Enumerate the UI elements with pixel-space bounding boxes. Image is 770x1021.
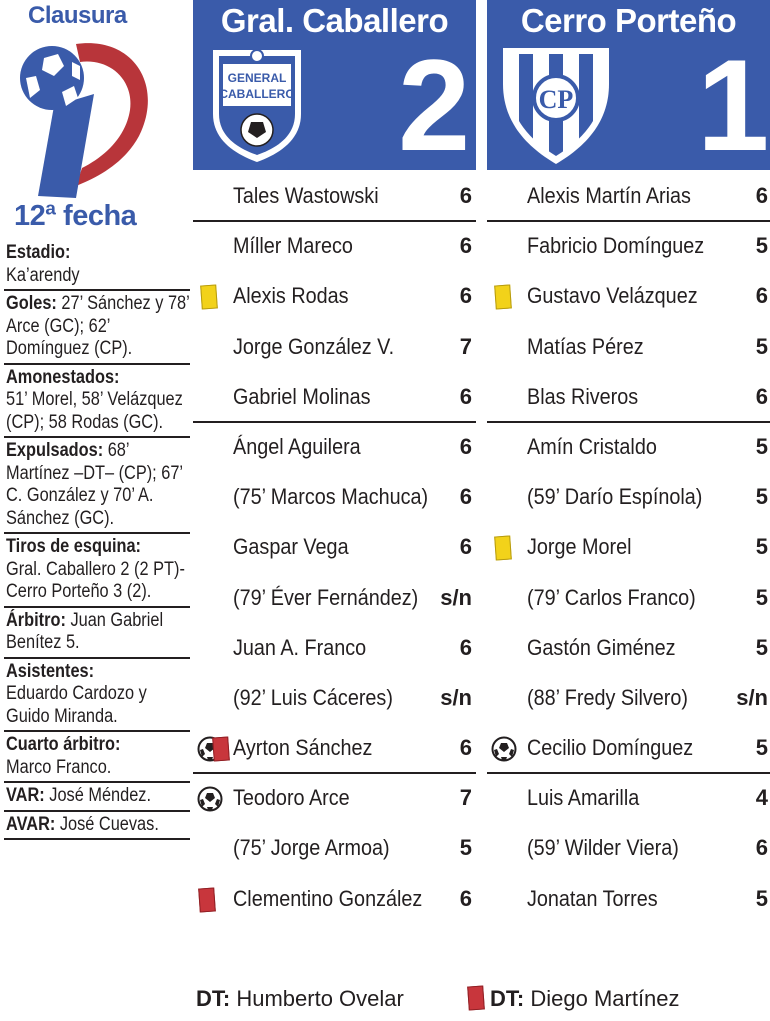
info-corners: Tiros de esquina: Gral. Caballero 2 (2 PT)-Cerro Porteño 3 (2). xyxy=(4,534,190,608)
player-rating: 4 xyxy=(755,785,768,811)
player-marks xyxy=(491,735,525,763)
player-marks xyxy=(197,384,231,412)
player-rating: s/n xyxy=(440,584,472,610)
red-card-icon xyxy=(212,737,230,762)
player-rating: 5 xyxy=(755,584,768,610)
player-marks xyxy=(197,283,231,311)
player-marks xyxy=(491,283,525,311)
svg-text:GENERAL: GENERAL xyxy=(227,71,287,85)
player-rating: 6 xyxy=(459,183,472,208)
player-rating: 6 xyxy=(459,885,472,911)
player-row xyxy=(487,423,770,473)
yellow-card-icon xyxy=(494,536,512,561)
player-row xyxy=(193,272,476,322)
tournament-logo xyxy=(14,36,160,200)
player-row xyxy=(193,774,476,824)
player-row xyxy=(193,624,476,674)
player-marks xyxy=(197,635,231,663)
player-marks xyxy=(491,434,525,462)
player-rating: 6 xyxy=(459,283,472,309)
info-assistants: Asistentes: Eduardo Cardozo y Guido Miranda. xyxy=(4,659,190,733)
player-name: (88’ Fredy Silvero) xyxy=(527,684,689,710)
player-name: Luis Amarilla xyxy=(527,785,640,811)
general-caballero-crest-icon xyxy=(207,44,307,164)
player-row xyxy=(487,824,770,874)
player-name: Alexis Martín Arias xyxy=(527,183,691,208)
player-rating: 6 xyxy=(755,183,768,208)
player-marks xyxy=(491,484,525,512)
player-rating: 5 xyxy=(755,885,768,911)
player-marks xyxy=(197,785,231,813)
player-name: Blas Riveros xyxy=(527,383,639,409)
cerro-porteno-crest-icon xyxy=(499,44,613,166)
player-row xyxy=(487,473,770,523)
player-row xyxy=(193,674,476,724)
player-name: (79’ Carlos Franco) xyxy=(527,584,696,610)
player-name: Amín Cristaldo xyxy=(527,433,657,459)
player-marks xyxy=(491,685,525,713)
away-coach xyxy=(490,985,680,1013)
player-marks xyxy=(197,233,231,261)
home-team-header xyxy=(193,0,476,178)
player-row xyxy=(193,473,476,523)
player-row xyxy=(487,272,770,322)
player-name: Gastón Giménez xyxy=(527,634,676,660)
home-coach-name: Humberto Ovelar xyxy=(236,986,404,1011)
player-row xyxy=(487,523,770,573)
info-avar: AVAR: José Cuevas. xyxy=(4,812,190,841)
player-marks xyxy=(197,534,231,562)
player-name: (75’ Marcos Machuca) xyxy=(233,484,429,510)
player-row xyxy=(193,574,476,624)
player-row xyxy=(193,523,476,573)
home-team-name: Gral. Caballero xyxy=(220,2,449,39)
away-coach-label: DT: xyxy=(490,986,525,1011)
player-marks xyxy=(197,735,231,763)
player-name: Ayrton Sánchez xyxy=(233,735,373,761)
away-team-header xyxy=(487,0,770,178)
player-rating: 5 xyxy=(459,835,472,861)
svg-text:CP: CP xyxy=(538,85,574,114)
player-row xyxy=(487,222,770,272)
player-rating: 6 xyxy=(755,835,768,861)
player-rating: 6 xyxy=(755,383,768,409)
player-marks xyxy=(491,585,525,613)
player-row xyxy=(487,172,770,222)
player-rating: 5 xyxy=(755,735,768,761)
tournament-title: Clausura xyxy=(28,2,127,29)
player-rating: 5 xyxy=(755,333,768,359)
player-marks xyxy=(491,534,525,562)
player-marks xyxy=(491,886,525,914)
player-marks xyxy=(491,835,525,863)
player-rating: s/n xyxy=(736,684,768,710)
player-rating: 6 xyxy=(755,283,768,309)
player-rating: s/n xyxy=(440,684,472,710)
player-name: Juan A. Franco xyxy=(233,634,367,660)
home-score: 2 xyxy=(398,32,471,178)
away-team-name: Cerro Porteño xyxy=(520,2,737,39)
player-marks xyxy=(197,585,231,613)
player-rating: 6 xyxy=(459,634,472,660)
svg-text:CABALLERO: CABALLERO xyxy=(219,87,295,101)
red-card-icon xyxy=(467,985,485,1010)
info-referee: Árbitro: Juan Gabriel Benítez 5. xyxy=(4,608,190,659)
player-name: Fabricio Domínguez xyxy=(527,233,705,259)
yellow-card-icon xyxy=(200,285,218,310)
ball-icon xyxy=(197,786,223,812)
player-row xyxy=(193,875,476,925)
player-name: Jonatan Torres xyxy=(527,885,658,911)
red-card-icon xyxy=(198,887,216,912)
match-details xyxy=(4,240,190,840)
home-lineup xyxy=(193,172,476,925)
player-name: Teodoro Arce xyxy=(233,785,350,811)
player-rating: 6 xyxy=(459,534,472,560)
player-marks xyxy=(491,384,525,412)
player-name: (59’ Darío Espínola) xyxy=(527,484,703,510)
match-info-column xyxy=(0,0,190,1021)
player-marks xyxy=(491,183,525,211)
player-name: (75’ Jorge Armoa) xyxy=(233,835,390,861)
player-name: (59’ Wilder Viera) xyxy=(527,835,679,861)
player-marks xyxy=(197,484,231,512)
player-rating: 5 xyxy=(755,634,768,660)
player-name: Míller Mareco xyxy=(233,233,353,259)
away-coach-name: Diego Martínez xyxy=(530,986,680,1011)
away-lineup xyxy=(487,172,770,925)
player-rating: 6 xyxy=(459,484,472,510)
player-name: (79’ Éver Fernández) xyxy=(233,584,419,610)
player-name: Ángel Aguilera xyxy=(233,433,361,459)
player-name: Clementino González xyxy=(233,885,423,911)
yellow-card-icon xyxy=(494,285,512,310)
player-name: Tales Wastowski xyxy=(233,183,379,208)
player-marks xyxy=(197,685,231,713)
player-name: Jorge Morel xyxy=(527,534,632,560)
player-marks xyxy=(197,434,231,462)
info-stadium: Estadio: Ka’arendy xyxy=(4,240,190,291)
player-rating: 5 xyxy=(755,534,768,560)
player-marks xyxy=(491,785,525,813)
player-row xyxy=(487,774,770,824)
player-rating: 6 xyxy=(459,433,472,459)
player-name: Alexis Rodas xyxy=(233,283,349,309)
player-marks xyxy=(491,334,525,362)
player-row xyxy=(487,323,770,373)
info-bookings: Amonestados: 51’ Morel, 58’ Velázquez (CP); 58 Rodas (GC). xyxy=(4,365,190,439)
player-rating: 6 xyxy=(459,383,472,409)
player-row xyxy=(193,172,476,222)
home-coach-label: DT: xyxy=(196,986,231,1011)
player-row xyxy=(487,674,770,724)
player-name: Cecilio Domínguez xyxy=(527,735,694,761)
info-goals: Goles: 27’ Sánchez y 78’ Arce (GC); 62’ Domínguez (CP). xyxy=(4,291,190,365)
player-name: Gaspar Vega xyxy=(233,534,349,560)
player-rating: 6 xyxy=(459,233,472,259)
player-rating: 5 xyxy=(755,433,768,459)
away-score: 1 xyxy=(697,32,770,178)
player-name: Gabriel Molinas xyxy=(233,383,371,409)
player-row xyxy=(487,724,770,774)
player-name: Gustavo Velázquez xyxy=(527,283,698,309)
player-row xyxy=(193,323,476,373)
home-coach xyxy=(196,985,404,1013)
player-rating: 5 xyxy=(755,233,768,259)
ball-icon xyxy=(491,736,517,762)
player-row xyxy=(193,824,476,874)
player-name: Matías Pérez xyxy=(527,333,644,359)
player-name: (92’ Luis Cáceres) xyxy=(233,684,393,710)
player-marks xyxy=(197,886,231,914)
player-marks xyxy=(197,183,231,211)
player-row xyxy=(193,222,476,272)
info-var: VAR: José Méndez. xyxy=(4,783,190,812)
player-row xyxy=(487,875,770,925)
player-row xyxy=(193,724,476,774)
info-fourth-official: Cuarto árbitro: Marco Franco. xyxy=(4,732,190,783)
player-rating: 7 xyxy=(459,785,472,811)
player-row xyxy=(487,574,770,624)
player-rating: 6 xyxy=(459,735,472,761)
player-marks xyxy=(197,334,231,362)
info-sent-off: Expulsados: 68’ Martínez –DT– (CP); 67’ C. González y 70’ A. Sánchez (GC). xyxy=(4,438,190,534)
player-row xyxy=(487,373,770,423)
player-name: Jorge González V. xyxy=(233,333,395,359)
player-row xyxy=(193,423,476,473)
player-row xyxy=(193,373,476,423)
player-rating: 5 xyxy=(755,484,768,510)
player-marks xyxy=(491,233,525,261)
player-rating: 7 xyxy=(459,333,472,359)
round-label: 12ª fecha xyxy=(14,200,137,232)
player-row xyxy=(487,624,770,674)
player-marks xyxy=(491,635,525,663)
player-marks xyxy=(197,835,231,863)
